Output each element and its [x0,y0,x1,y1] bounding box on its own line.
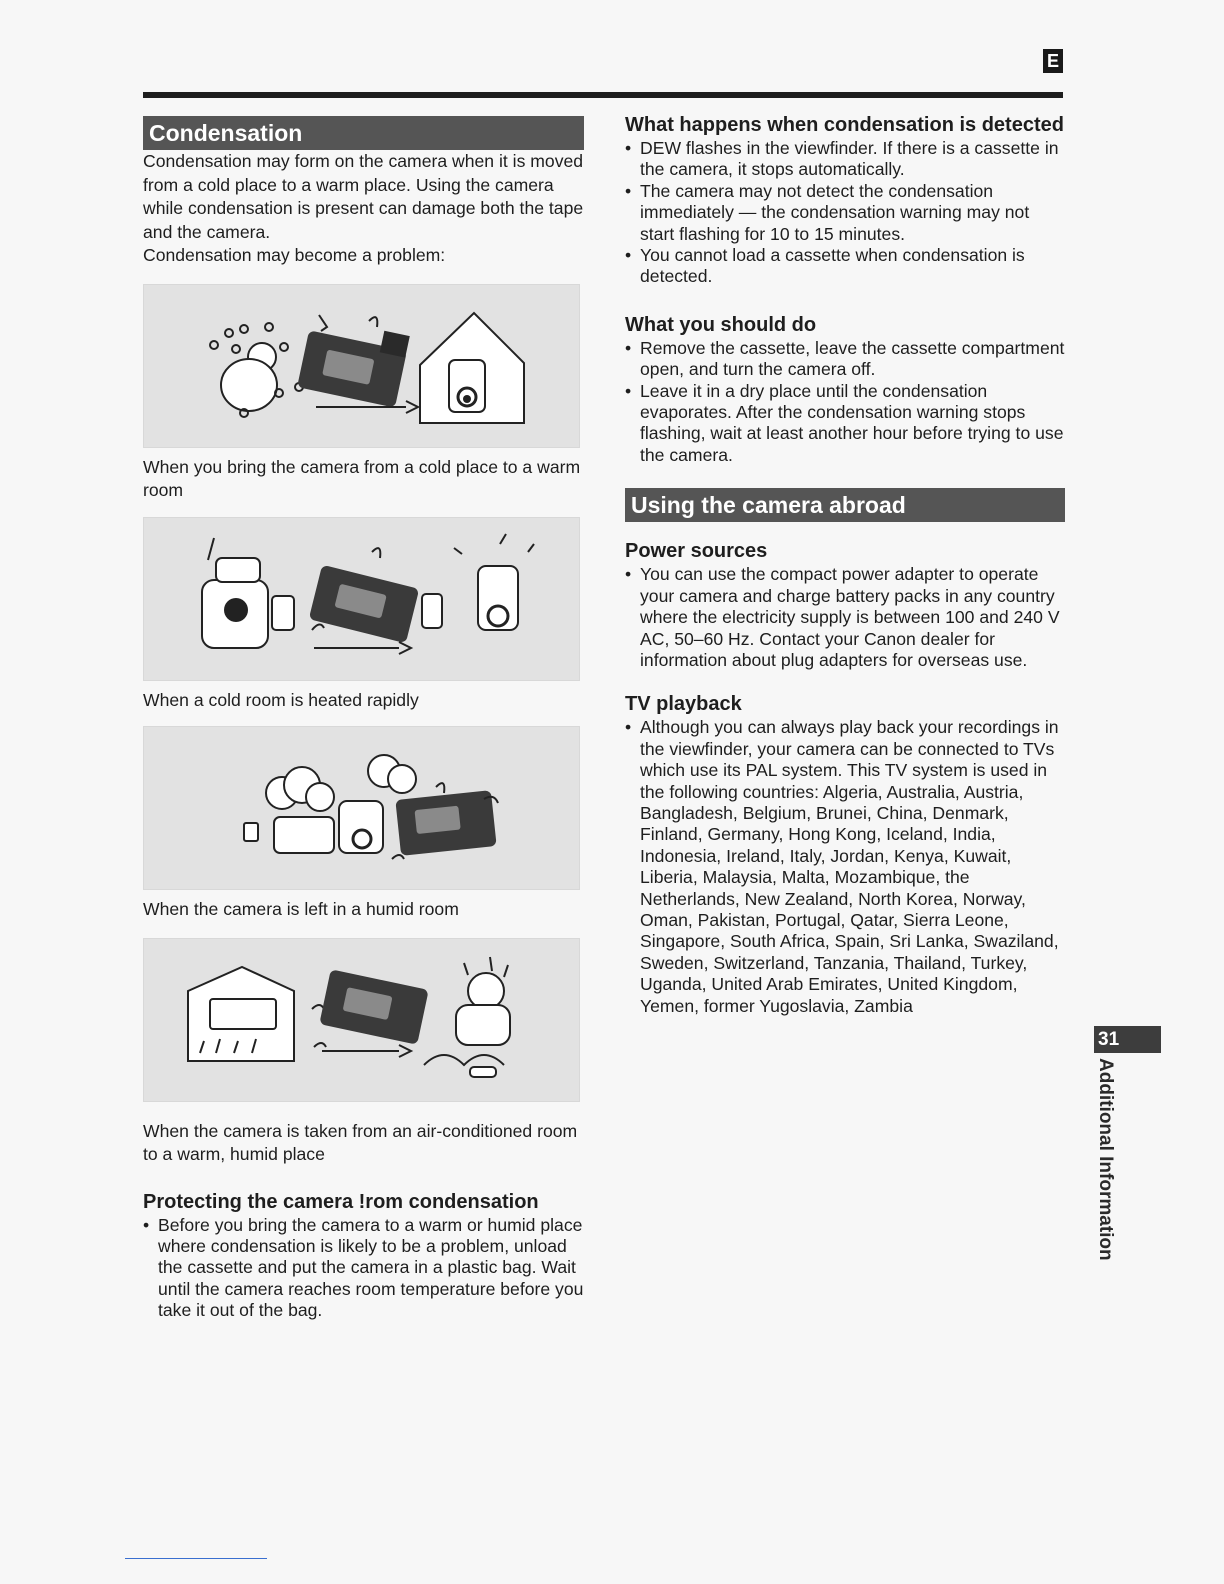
list-item: • Although you can always play back your recordings in the viewfinder, your camera can be connected to TVs which use its PAL system. This TV system is used in the following countries: Algeria, Australia, Austria, Bangladesh, Belgium, Brunei, China, Denmark, Finland, Germany, Hong Kong, Iceland, India, Indonesia, Ireland, Italy, Jordan, Kenya, Kuwait, Liberia, Malaysia, Malta, Mozambique, the Netherlands, New Zealand, North Korea, Norway, Oman, Pakistan, Portugal, Qatar, Sierra Leone, Singapore, South Africa, Spain, Sri Lanka, Swaziland, Sweden, Switzerland, Tanzania, Thailand, Turkey, Uganda, United Arab Emirates, United Kingdom, Yemen, former Yugoslavia, Zambia [625,717,1065,1017]
right-column [625,112,1065,1017]
left-column [143,116,584,1322]
problem-lead: Condensation may become a problem: [143,245,446,265]
detected-list [625,138,1065,288]
footer-rule [125,1558,267,1559]
page-number-tab: 31 [1094,1026,1161,1053]
caption-4: When the camera is taken from an air-conditioned room to a warm, humid place [143,1120,578,1164]
list-item: • You cannot load a cassette when condensation is detected. [625,245,1065,288]
power-heading: Power sources [625,540,768,563]
illustration-humid-room [143,726,580,890]
protect-list [143,1215,584,1322]
detected-heading: What happens when condensation is detected [625,114,1064,136]
should-do-heading: What you should do [625,313,817,336]
list-item: • You can use the compact power adapter to operate your camera and charge battery packs in any country where the electricity supply is between 100 and 240 V AC, 50–60 Hz. Contact your Canon dealer for information about plug adapters for overseas use. [625,564,1065,671]
condensation-intro: Condensation may form on the camera when it is moved from a cold place to a warm place. Using the camera while condensation is present can damage both the tape and the camera. [143,151,584,242]
caption-1: When you bring the camera from a cold place to a warm room [143,456,581,500]
should-do-list [625,338,1065,466]
list-item: • DEW flashes in the viewfinder. If there is a cassette in the camera, it stops automatically. [625,138,1065,181]
list-item: • Before you bring the camera to a warm or humid place where condensation is likely to be a problem, unload the cassette and put the camera in a plastic bag. Wait until the camera reaches room temperature before you take it out of the bag. [143,1215,584,1322]
abroad-heading: Using the camera abroad [625,488,1065,522]
power-list [625,564,1065,671]
list-item: • Leave it in a dry place until the condensation evaporates. After the condensation warning stops flashing, wait at least another hour before trying to use the camera. [625,381,1065,467]
caption-3: When the camera is left in a humid room [143,899,459,919]
tv-list [625,717,1065,1017]
section-side-label: Additional Information [1095,1058,1116,1261]
language-badge: E [1043,49,1063,73]
list-item: • The camera may not detect the condensation immediately — the condensation warning may not start flashing for 10 to 15 minutes. [625,181,1065,245]
illustration-heated-room [143,517,580,681]
tv-heading: TV playback [625,693,742,716]
condensation-heading: Condensation [143,116,584,150]
protect-heading: Protecting the camera !rom condensation [143,1190,539,1213]
illustration-air-conditioned [143,938,580,1102]
list-item: • Remove the cassette, leave the cassette compartment open, and turn the camera off. [625,338,1065,381]
illustration-cold-to-warm [143,284,580,448]
caption-2: When a cold room is heated rapidly [143,689,419,710]
top-rule [143,92,1063,98]
